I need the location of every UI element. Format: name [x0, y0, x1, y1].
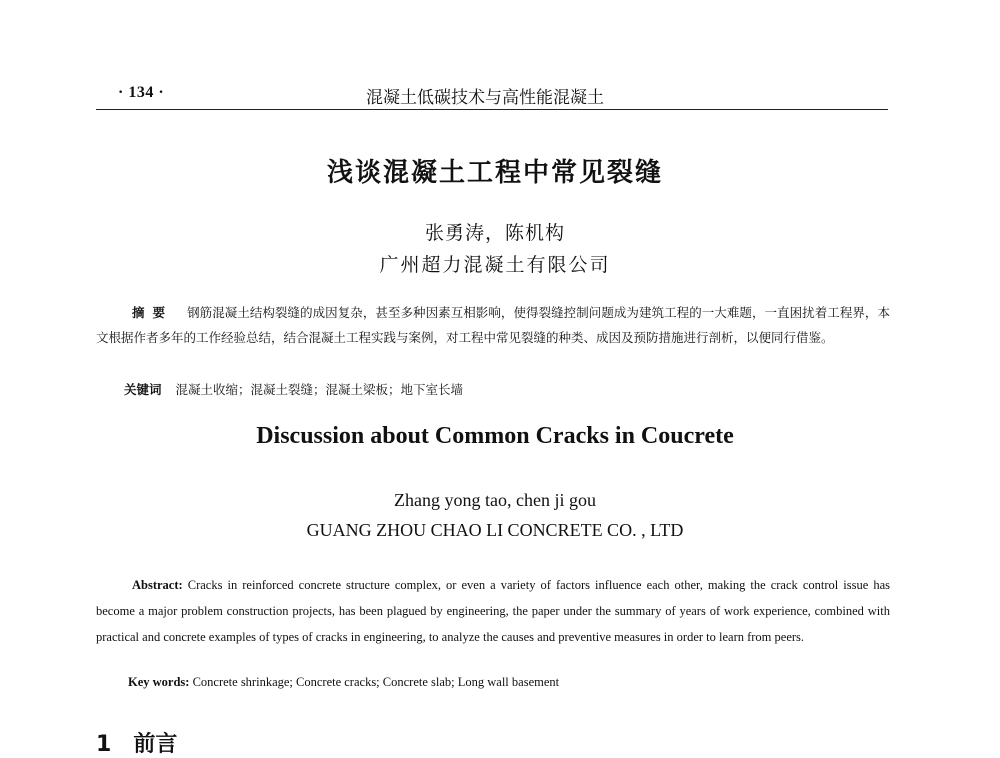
- chinese-abstract: [96, 300, 890, 350]
- chinese-abstract-label: 摘要: [132, 305, 174, 320]
- english-keywords: [128, 675, 559, 690]
- english-title: Discussion about Common Cracks in Coucrete: [256, 423, 734, 449]
- chinese-abstract-text: 钢筋混凝土结构裂缝的成因复杂，甚至多种因素互相影响，使得裂缝控制问题成为建筑工程的一大难题，一直困扰着工程界，本文根据作者多年的工作经验总结，结合混凝土工程实践与案例，对工程中常见裂缝的种类、成因及预防措施进行剖析，以便同行借鉴。: [96, 305, 890, 345]
- chinese-keywords-text: 混凝土收缩；混凝土裂缝；混凝土梁板；地下室长墙: [175, 382, 464, 397]
- english-authors: Zhang yong tao, chen ji gou: [394, 490, 596, 510]
- chinese-authors: 张勇涛，陈机构: [424, 222, 565, 244]
- english-affiliation: GUANG ZHOU CHAO LI CONCRETE CO. , LTD: [306, 520, 684, 540]
- page-number: · 134 ·: [118, 84, 165, 101]
- english-abstract: [96, 572, 890, 650]
- journal-title: 混凝土低碳技术与高性能混凝土: [366, 88, 604, 108]
- english-abstract-label: Abstract:: [132, 578, 183, 592]
- section-number: 1: [96, 732, 112, 757]
- chinese-keywords-label: 关键词: [124, 382, 162, 397]
- english-abstract-text: Cracks in reinforced concrete structure complex, or even a variety of factors influence each other, making the crack control issue has become a major problem construction projects, has been plagued by engineering, the paper under the summary of years of work experience, combined with practical and concrete examples of types of cracks in engineering, to analyze the causes and preventive measures in order to learn from peers.: [96, 578, 890, 644]
- english-keywords-text: Concrete shrinkage; Concrete cracks; Concrete slab; Long wall basement: [189, 675, 560, 689]
- header-rule: [96, 109, 888, 110]
- section-heading: [96, 727, 177, 758]
- chinese-title: 浅谈混凝土工程中常见裂缝: [326, 158, 663, 188]
- chinese-affiliation: 广州超力混凝土有限公司: [379, 254, 611, 276]
- english-keywords-label: Key words:: [128, 675, 190, 689]
- chinese-keywords: [124, 380, 463, 398]
- section-title: 前言: [133, 732, 178, 757]
